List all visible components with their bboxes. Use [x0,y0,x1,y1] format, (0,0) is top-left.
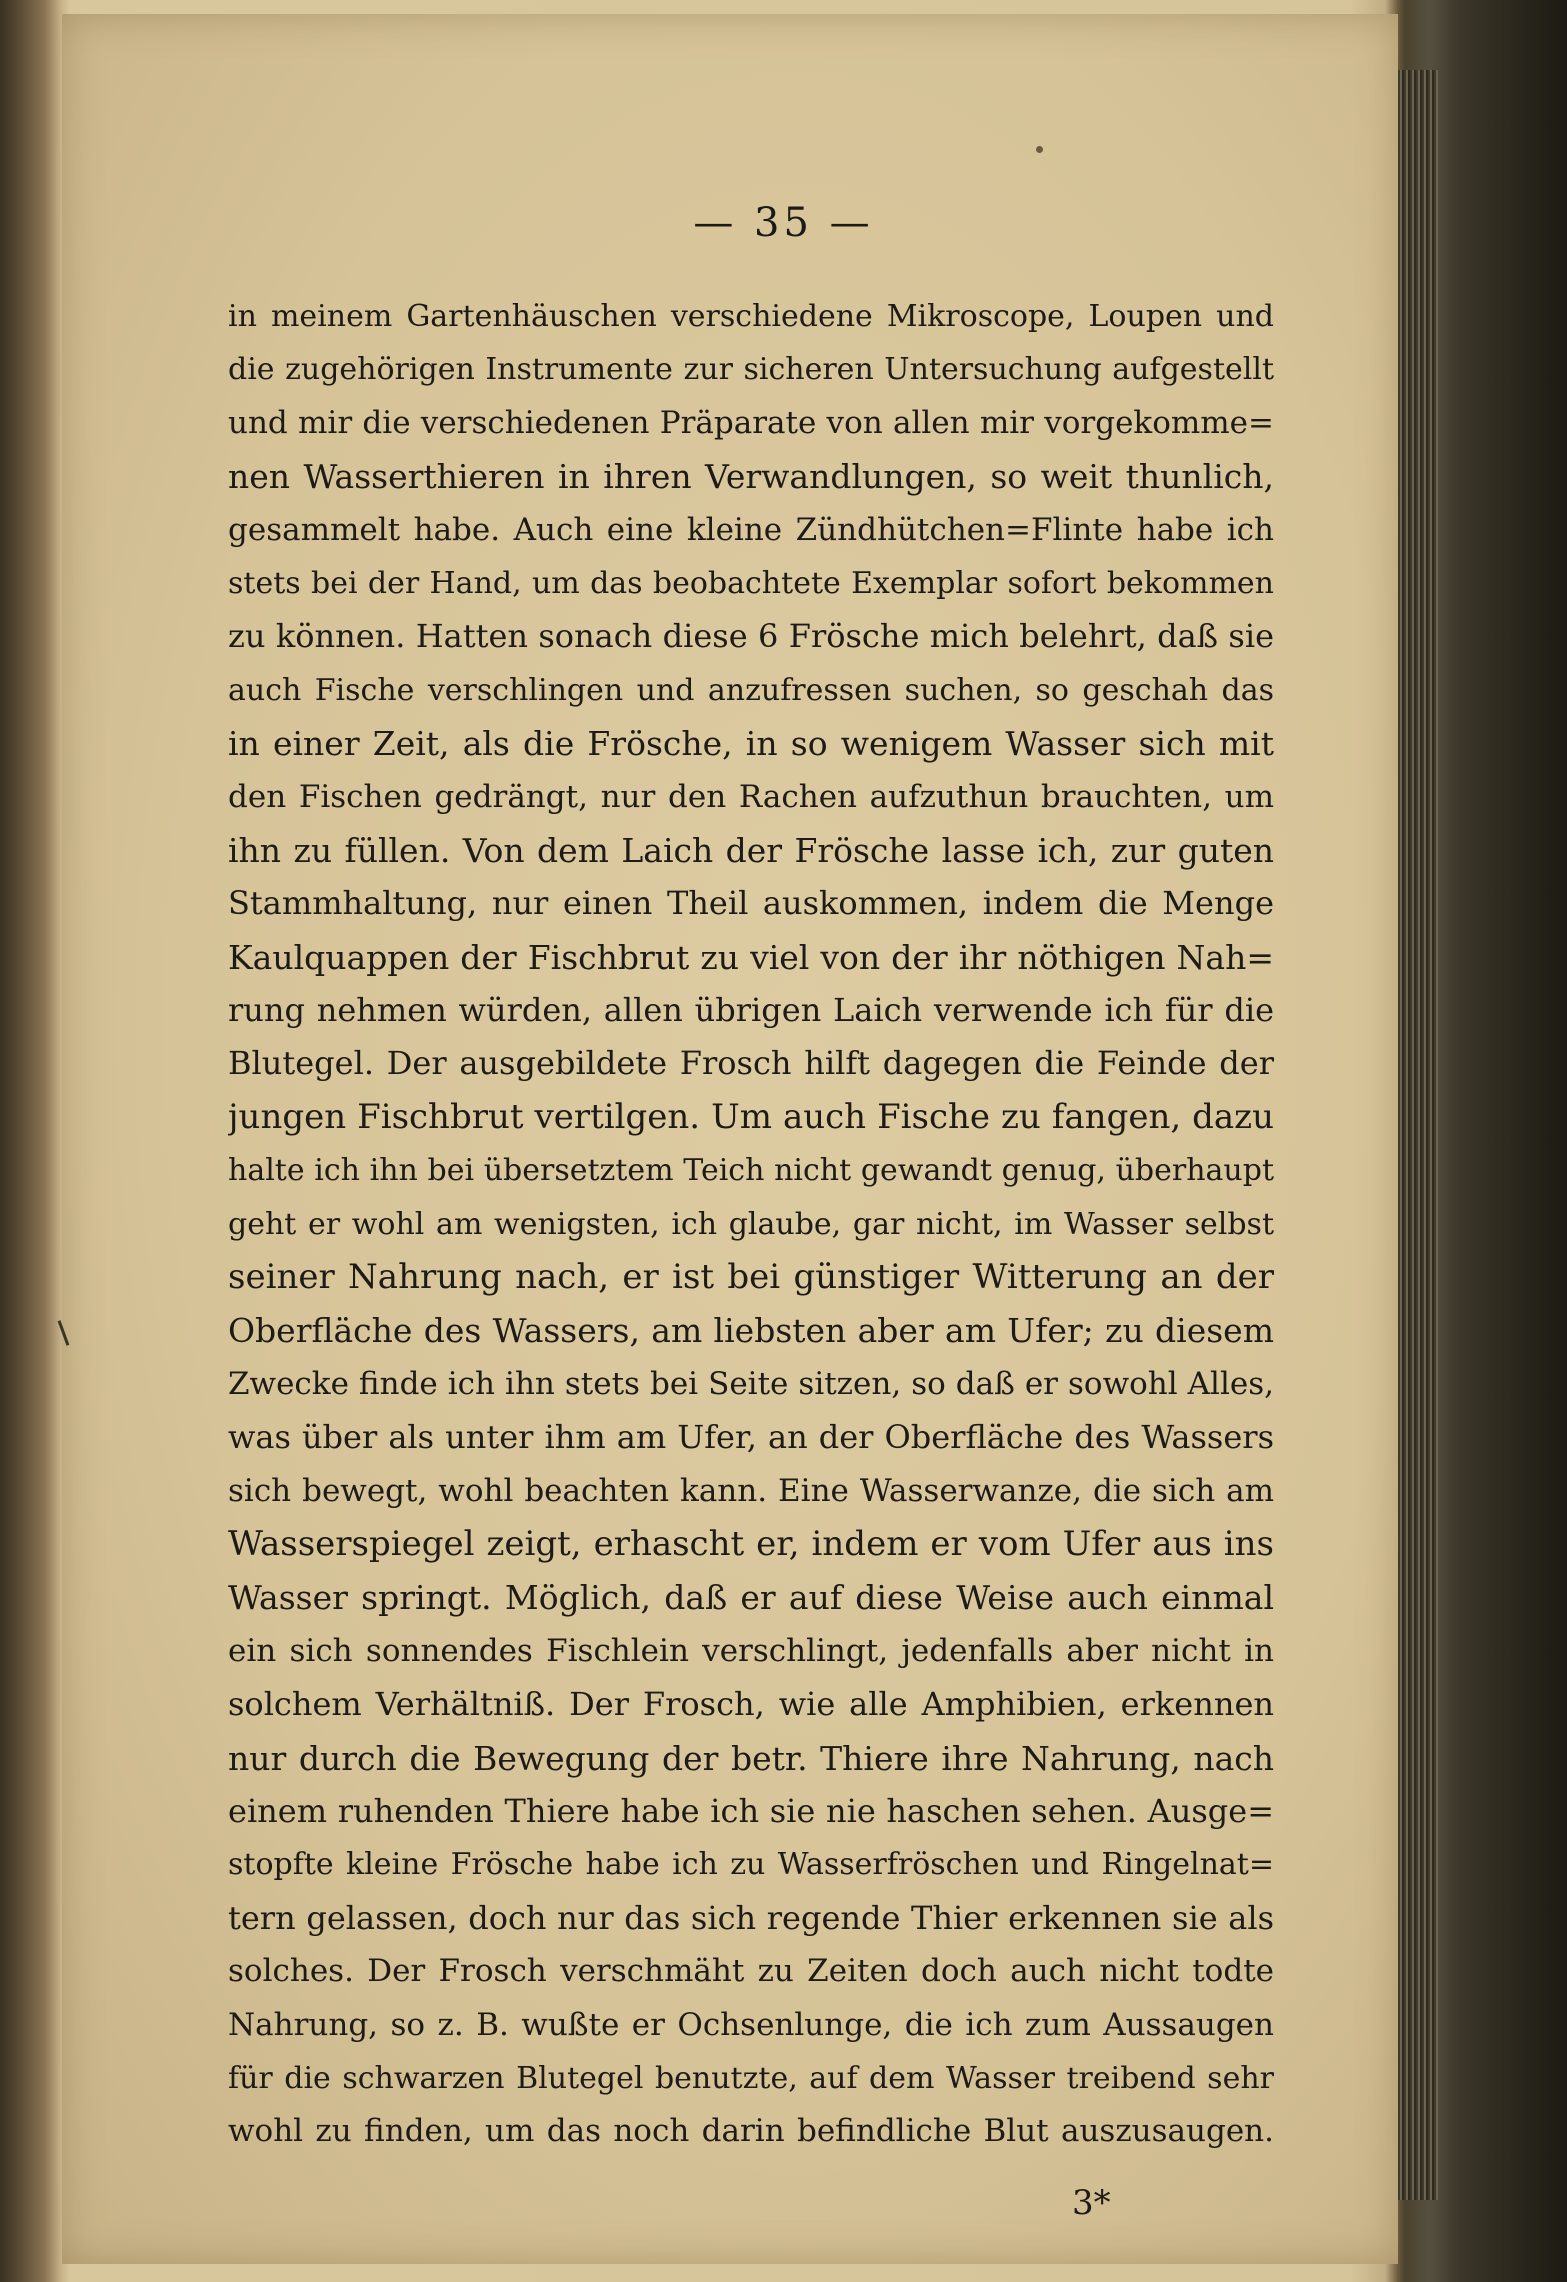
text-line: den Fischen gedrängt, nur den Rachen aufzuthun brauchten, um [228,778,1274,815]
text-line: einem ruhenden Thiere habe ich sie nie haschen sehen. Ausge= [228,1791,1274,1830]
text-line: jungen Fischbrut vertilgen. Um auch Fische zu fangen, dazu [228,1096,1274,1137]
text-line: seiner Nahrung nach, er ist bei günstiger Witterung an der [228,1257,1274,1298]
text-line: in einer Zeit, als die Frösche, in so wenigem Wasser sich mit [228,724,1274,764]
text-line: solchem Verhältniß. Der Frosch, wie alle Amphibien, erkennen [228,1685,1274,1724]
page-stack-edge [1398,70,1438,2200]
text-line: nen Wasserthieren in ihren Verwandlungen, so weit thunlich, [228,457,1274,497]
text-line: wohl zu finden, um das noch darin befindliche Blut auszusaugen. [228,2113,1274,2150]
text-line: Wasserspiegel zeigt, erhascht er, indem er vom Ufer aus ins [228,1523,1274,1564]
text-line: stets bei der Hand, um das beobachtete Exemplar sofort bekommen [228,565,1274,601]
text-line: rung nehmen würden, allen übrigen Laich verwende ich für die [228,991,1274,1030]
text-line: Wasser springt. Möglich, daß er auf diese Weise auch einmal [228,1578,1274,1618]
text-line: ihn zu füllen. Von dem Laich der Frösche lasse ich, zur guten [228,830,1274,870]
text-line: was über als unter ihm am Ufer, an der Oberfläche des Wassers [228,1418,1274,1457]
text-line: Kaulquappen der Fischbrut zu viel von der ihr nöthigen Nah= [228,937,1274,977]
text-line: die zugehörigen Instrumente zur sicheren Untersuchung aufgestellt [228,352,1274,388]
text-line: zu können. Hatten sonach diese 6 Frösche mich belehrt, daß sie [228,617,1274,656]
text-line: geht er wohl am wenigsten, ich glaube, gar nicht, im Wasser selbst [228,1206,1274,1242]
body-text [228,290,1274,2159]
signature-mark: 3* [1072,2183,1111,2223]
text-line: nur durch die Bewegung der betr. Thiere ihre Nahrung, nach [228,1738,1274,1778]
text-line: auch Fische verschlingen und anzufressen suchen, so geschah das [228,672,1274,708]
text-line: Zwecke finde ich ihn stets bei Seite sitzen, so daß er sowohl Alles, [228,1365,1274,1402]
text-line: halte ich ihn bei übersetztem Teich nicht gewandt genug, überhaupt [228,1153,1274,1189]
text-line: Oberfläche des Wassers, am liebsten aber am Ufer; zu diesem [228,1311,1274,1351]
text-line: sich bewegt, wohl beachten kann. Eine Wasserwanze, die sich am [228,1472,1274,1509]
text-line: Nahrung, so z. B. wußte er Ochsenlunge, die ich zum Aussaugen [228,2006,1274,2043]
text-line: und mir die verschiedenen Präparate von allen mir vorgekomme= [228,404,1274,441]
page-number: — 35 — [693,200,874,246]
text-line: Blutegel. Der ausgebildete Frosch hilft dagegen die Feinde der [228,1044,1274,1083]
text-line: ein sich sonnendes Fischlein verschlingt, jedenfalls aber nicht in [228,1632,1274,1669]
paper-speck [1036,146,1043,153]
text-line: für die schwarzen Blutegel benutzte, auf dem Wasser treibend sehr [228,2060,1274,2096]
text-line: gesammelt habe. Auch eine kleine Zündhütchen=Flinte habe ich [228,511,1274,548]
text-line: tern gelassen, doch nur das sich regende Thier erkennen sie als [228,1898,1274,1937]
text-line: in meinem Gartenhäuschen verschiedene Mikroscope, Loupen und [228,299,1274,334]
text-line: Stammhaltung, nur einen Theil auskommen, indem die Menge [228,884,1274,923]
text-line: stopfte kleine Frösche habe ich zu Wasserfröschen und Ringelnat= [228,1847,1274,1883]
text-line: solches. Der Frosch verschmäht zu Zeiten doch auch nicht todte [228,1953,1274,1990]
